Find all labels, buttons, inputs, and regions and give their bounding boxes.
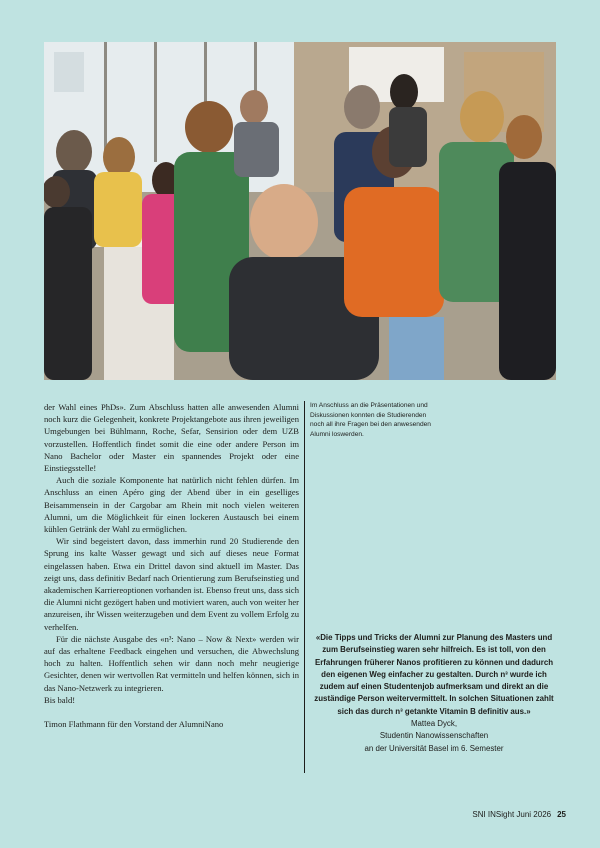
caption-line: noch all ihre Fragen bei den anwesenden <box>310 421 431 429</box>
author-signature: Timon Flathmann für den Vorstand der AlumniNano <box>44 719 224 730</box>
column-divider <box>304 401 305 773</box>
quote-role: Studentin Nanowissenschaften <box>379 731 489 741</box>
body-paragraph: Wir sind begeistert davon, dass immerhin rund 20 Studierende den Sprung ins kalte Wasser gewagt und sich auf dieses neue Format eingelassen haben. Etwa ein Drittel davon sind aktuell im Master. Das zeigt uns, dass definitiv Bedarf nach Orientierung zum Berufseinstieg und akademischen Karriereoptionen vorhanden ist. Ebenso freut uns, dass sich die Alumni nicht gezögert haben und motiviert waren, auch von weiter her anzureisen, ihr Wissen weiterzugeben und dem Event zu vollem Erfolg zu verhelfen. <box>44 536 299 632</box>
page-footer <box>472 810 566 819</box>
quote-affiliation: an der Universität Basel im 6. Semester <box>364 743 504 753</box>
event-photo <box>44 42 556 380</box>
body-paragraph: Für die nächste Ausgabe des «n³: Nano – Now & Next» werden wir auf das erhaltene Feedback eingehen und versuchen, die Abwechslung hoch zu halten. Hoffentlich sehen wir dann noch mehr neugierige Gesichter, denen wir wertvollen Rat vermitteln und helfen können, sich in das Nano-Netzwerk zu integrieren. <box>44 633 299 693</box>
photo-caption <box>310 401 460 439</box>
closing-line: Bis bald! <box>44 694 76 705</box>
quote-text: «Die Tipps und Tricks der Alumni zur Planung des Masters und zum Berufseinstieg waren sehr hilfreich. Es ist toll, von den Erfahrungen früherer Nanos profitieren zu können und dadurch den eigenen Weg einfacher zu gestalten. Durch n³ wurde ich zudem auf einen Studentenjob aufmerksam und direkt an die zuständige Person weitervermittelt. In solchen Situationen zahlt sich das durch n³ getankte Vitamin B definitiv aus.» <box>314 633 554 716</box>
caption-line: Alumni loswerden. <box>310 430 364 438</box>
body-paragraph: Auch die soziale Komponente hat natürlich nicht fehlen dürfen. Im Anschluss an einen Apéro ging der Abend über in ein geselliges Beisammensein in der Cargobar am Rhein mit noch vielen weiteren Alumni, um die Möglichkeit für einen lockeren Austausch bei einem kühlen Getränk der Wahl zu ermöglichen. <box>44 475 299 535</box>
caption-line: Diskussionen konnten die Studierenden <box>310 411 427 419</box>
caption-line: Im Anschluss an die Präsentationen und <box>310 402 428 409</box>
publication-name: SNI INSight Juni 2026 <box>472 810 552 819</box>
event-photo-illustration <box>44 42 556 380</box>
page-number: 25 <box>557 810 566 819</box>
body-paragraph: der Wahl eines PhDs». Zum Abschluss hatten alle anwesenden Alumni noch kurz die Gelegenheit, konkrete Projektangebote aus ihren jeweiligen Umgebungen bei Bühlmann, Roche, Sefar, Sensirion oder dem UZB vorzustellen. Hoffentlich findet somit die eine oder andere Person im Nano Bachelor oder Master ein spannendes Projekt oder eine Einstiegsstelle! <box>44 402 299 474</box>
pull-quote <box>312 632 556 755</box>
quote-author: Mattea Dyck, <box>410 719 458 729</box>
article-body <box>44 401 299 730</box>
